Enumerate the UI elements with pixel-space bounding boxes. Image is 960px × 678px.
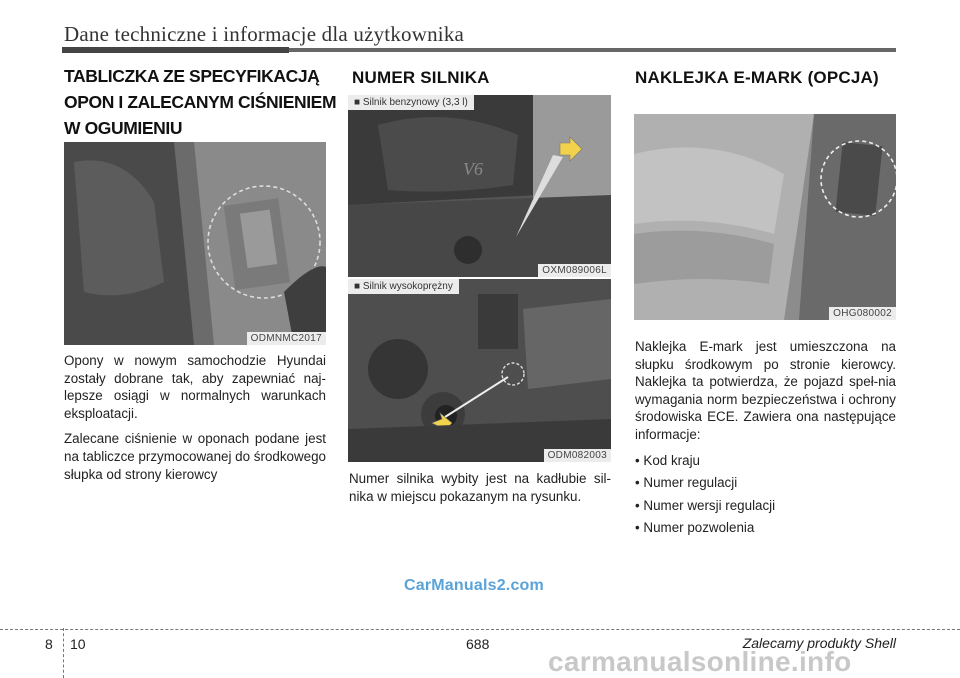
engine-text (349, 470, 611, 513)
footer-vertical-divider (63, 628, 64, 678)
photo-caption: ODM082003 (544, 449, 611, 462)
gasoline-engine-illustration (348, 95, 611, 277)
photo-label: ■ Silnik benzynowy (3,3 l) (348, 95, 474, 110)
emark-section-heading: NAKLEJKA E-MARK (OPCJA) (635, 68, 879, 87)
emark-illustration (634, 114, 896, 320)
svg-text:V6: V6 (463, 159, 483, 179)
photo-label: ■ Silnik wysokoprężny (348, 279, 459, 294)
list-item: • Numer pozwolenia (635, 519, 896, 537)
list-item: • Numer regulacji (635, 474, 896, 492)
emark-text (635, 338, 896, 542)
tire-paragraph-2: Zalecane ciśnienie w oponach podane jest na tabliczce przymocowanej do środkowego słupka od strony kierowcy (64, 431, 327, 482)
photo-caption: ODMNMC2017 (247, 332, 326, 345)
list-item: • Numer wersji regulacji (635, 497, 896, 515)
footer-slogan: Zalecamy produkty Shell (742, 635, 896, 651)
tire-placard-photo (64, 142, 326, 345)
chapter-number: 8 (45, 636, 53, 652)
emark-photo (634, 114, 896, 320)
photo-caption: OHG080002 (829, 307, 896, 320)
gasoline-engine-photo (348, 95, 611, 277)
header-title: Dane techniczne i informacje dla użytkownika (64, 22, 465, 46)
list-item: • Kod kraju (635, 452, 896, 470)
tire-section-heading: TABLICZKA ZE SPECYFIKACJĄ OPON I ZALECANYM CIŚNIENIEM W OGUMIENIU (64, 66, 337, 138)
emark-info-list (635, 452, 896, 537)
diesel-engine-illustration (348, 279, 611, 462)
site-watermark[interactable]: carmanualsonline.info (548, 646, 852, 677)
page-number: 10 (70, 636, 86, 652)
tire-placard-illustration (64, 142, 326, 345)
header-rule (62, 48, 896, 52)
watermark-link[interactable]: CarManuals2.com (404, 577, 544, 594)
photo-caption: OXM089006L (538, 264, 611, 277)
tire-paragraph-1: Opony w nowym samochodzie Hyundai zostały dobrane tak, aby zapewniać naj-lepsze osiągi w normalnych warunkach eksploatacji. (64, 353, 326, 421)
footer-divider (0, 629, 960, 630)
emark-paragraph: Naklejka E-mark jest umieszczona na słupku środkowym po stronie kierowcy. Naklejka ta potwierdza, że pojazd speł-nia wymagania norm bezpieczeństwa i ochrony środowiska ECE. Zawiera ona następujące informacje: (635, 339, 896, 442)
diesel-engine-photo (348, 279, 611, 462)
engine-section-heading: NUMER SILNIKA (352, 68, 490, 87)
tire-text (64, 352, 326, 491)
engine-paragraph: Numer silnika wybity jest na kadłubie sil-nika w miejscu pokazanym na rysunku. (349, 471, 611, 504)
center-page-number: 688 (466, 636, 490, 652)
